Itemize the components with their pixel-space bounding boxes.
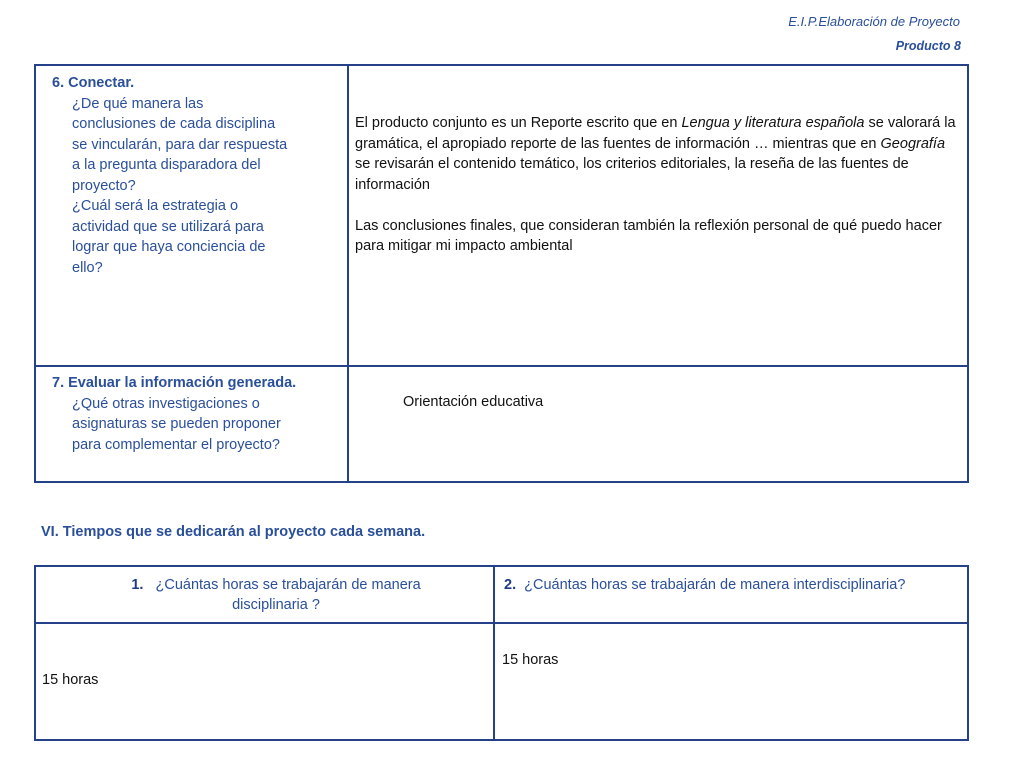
section-7-title: 7. Evaluar la información generada. <box>52 375 297 391</box>
section-6-title: 6. Conectar. <box>52 75 135 91</box>
section-6-question <box>52 94 340 279</box>
question-line: asignaturas se pueden proponer <box>72 416 281 432</box>
table-divider-vertical <box>347 66 349 481</box>
column-question: ¿Cuántas horas se trabajarán de manera interdisciplinaria? <box>524 577 906 593</box>
hours-disciplinary-header <box>76 575 476 615</box>
question-line: proyecto? <box>72 177 136 194</box>
table-divider-horizontal <box>36 365 967 367</box>
subject-lengua: Lengua y literatura española <box>681 115 865 131</box>
section-vi-heading: VI. Tiempos que se dedicarán al proyecto cada semana. <box>41 524 426 540</box>
question-line: para complementar el proyecto? <box>72 436 280 453</box>
question-line: ello? <box>72 259 103 276</box>
document-header-title: E.I.P.Elaboración de Proyecto <box>788 14 960 29</box>
question-line: a la pregunta disparadora del <box>72 157 261 173</box>
table-divider-horizontal <box>36 622 967 624</box>
question-line: ¿De qué manera las <box>72 95 204 112</box>
subject-geografia: Geografía <box>880 135 946 152</box>
answer-text: El producto conjunto es un Reporte escrito que en <box>355 115 682 131</box>
question-line: actividad que se utilizará para <box>72 218 264 235</box>
section-7-answer: Orientación educativa <box>403 394 544 410</box>
answer-text: se valorará la gramática, el apropiado reporte de las fuentes de información … mientras que en <box>355 115 956 152</box>
answer-text: se revisarán el contenido temático, los criterios editoriales, la reseña de las fuentes de información <box>355 156 909 193</box>
column-question: disciplinaria ? <box>232 597 320 613</box>
question-line: ¿Qué otras investigaciones o <box>72 395 260 412</box>
column-question: ¿Cuántas horas se trabajarán de manera <box>155 577 421 593</box>
section-6-answer-cell <box>355 113 960 257</box>
hours-disciplinary-value: 15 horas <box>42 672 99 688</box>
question-line: ¿Cuál será la estrategia o <box>72 198 239 214</box>
hours-interdisciplinary-header <box>504 575 964 595</box>
table-divider-vertical <box>493 567 495 739</box>
question-line: lograr que haya conciencia de <box>72 239 266 255</box>
section-7-question <box>52 394 340 456</box>
section-6-answer-paragraph-2: Las conclusiones finales, que consideran también la reflexión personal de qué puedo hacer para mitigar mi impacto ambiental <box>355 217 942 254</box>
hours-interdisciplinary-value: 15 horas <box>502 652 559 668</box>
section-6-answer-paragraph-1 <box>355 113 960 195</box>
section-6-question-cell <box>52 73 340 278</box>
question-line: se vincularán, para dar respuesta <box>72 136 288 153</box>
column-number: 2. <box>504 577 517 593</box>
section-7-question-cell <box>52 373 340 455</box>
hours-table <box>34 565 969 741</box>
project-table <box>34 64 969 483</box>
question-line: conclusiones de cada disciplina <box>72 116 276 132</box>
document-header-product: Producto 8 <box>895 39 961 53</box>
column-number: 1. <box>131 577 144 593</box>
